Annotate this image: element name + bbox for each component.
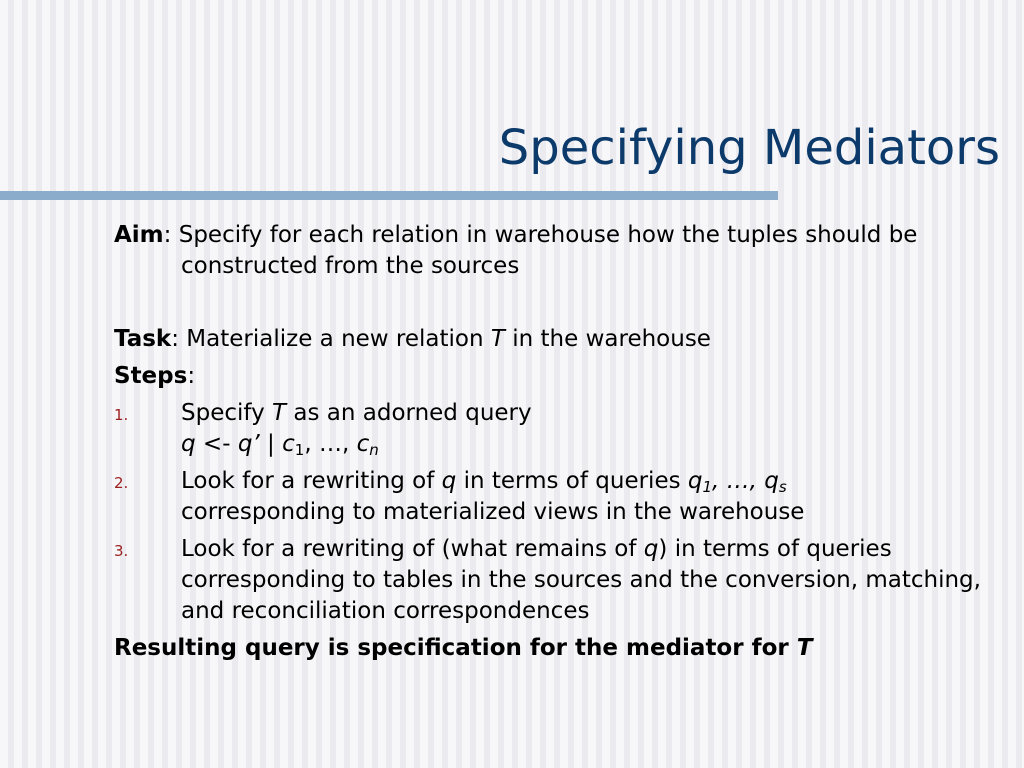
step-number-2: 2. (114, 474, 129, 492)
formula-comma-2: , (341, 431, 350, 457)
formula-q: q (181, 431, 196, 457)
formula-cn-subscript: n (369, 441, 379, 459)
step-item-2 (114, 466, 994, 528)
aim-colon: : (163, 222, 172, 248)
step-2-q1-subscript: 1 (702, 478, 713, 496)
formula-comma-1: , (304, 431, 312, 457)
step-2-ellipsis: , …, (712, 468, 757, 494)
aim-text: Specify for each relation in warehouse how the tuples should be constructed from the sources (178, 222, 918, 279)
formula-cn: c (356, 431, 370, 457)
step-2-line-2: corresponding to materialized views in the warehouse (181, 499, 805, 525)
formula-c1-subscript: 1 (294, 441, 305, 459)
formula-c1: c (282, 431, 295, 457)
steps-label: Steps (114, 363, 188, 389)
step-1-line-1 (181, 398, 994, 429)
aim-paragraph (114, 220, 994, 282)
slide-body (114, 220, 994, 664)
step-1-var: T (272, 400, 287, 426)
step-3-text-before: Look for a rewriting of (what remains of (181, 536, 637, 562)
conclusion-text: Resulting query is specification for the mediator for (114, 635, 789, 661)
step-2-text-mid: in terms of queries (463, 468, 681, 494)
step-body-3 (181, 534, 994, 627)
task-text-after: in the warehouse (512, 326, 711, 352)
steps-colon: : (187, 363, 196, 389)
step-1-text-after: as an adorned query (293, 400, 532, 426)
step-2-q1: q (687, 468, 703, 494)
step-3-var: q (643, 536, 659, 562)
formula-ellipsis: … (318, 431, 342, 457)
step-item-3 (114, 534, 994, 627)
title-underline-rule (0, 191, 778, 200)
task-label: Task (114, 326, 172, 352)
step-2-qs-subscript: s (778, 478, 787, 496)
step-2-qs: q (764, 468, 779, 494)
aim-label: Aim (114, 222, 164, 248)
task-colon: : (171, 326, 179, 352)
step-2-text-before: Look for a rewriting of (181, 468, 435, 494)
task-text-before: Materialize a new relation (186, 326, 484, 352)
formula-q-prime: q’ (237, 431, 260, 457)
step-body-1 (181, 398, 994, 460)
step-3-text-after: ) in terms of queries corresponding to tables in the sources and the conversion, matching, and reconciliation correspondences (181, 536, 981, 624)
task-relation-var: T (490, 326, 505, 352)
formula-bar: | (267, 431, 275, 457)
steps-heading (114, 361, 994, 392)
step-item-1 (114, 398, 994, 460)
step-2-line-1 (181, 466, 994, 497)
formula-arrow: <- (202, 431, 231, 457)
step-number-3: 3. (114, 542, 129, 560)
step-1-text-before: Specify (181, 400, 265, 426)
step-1-formula (181, 429, 994, 460)
step-number-1: 1. (114, 406, 129, 424)
slide-title: Specifying Mediators (498, 120, 1000, 176)
task-paragraph (114, 324, 994, 355)
paragraph-spacer (114, 282, 994, 324)
conclusion-paragraph (114, 633, 994, 664)
step-2-var: q (441, 468, 457, 494)
conclusion-var: T (796, 635, 813, 661)
step-body-2 (181, 466, 994, 528)
